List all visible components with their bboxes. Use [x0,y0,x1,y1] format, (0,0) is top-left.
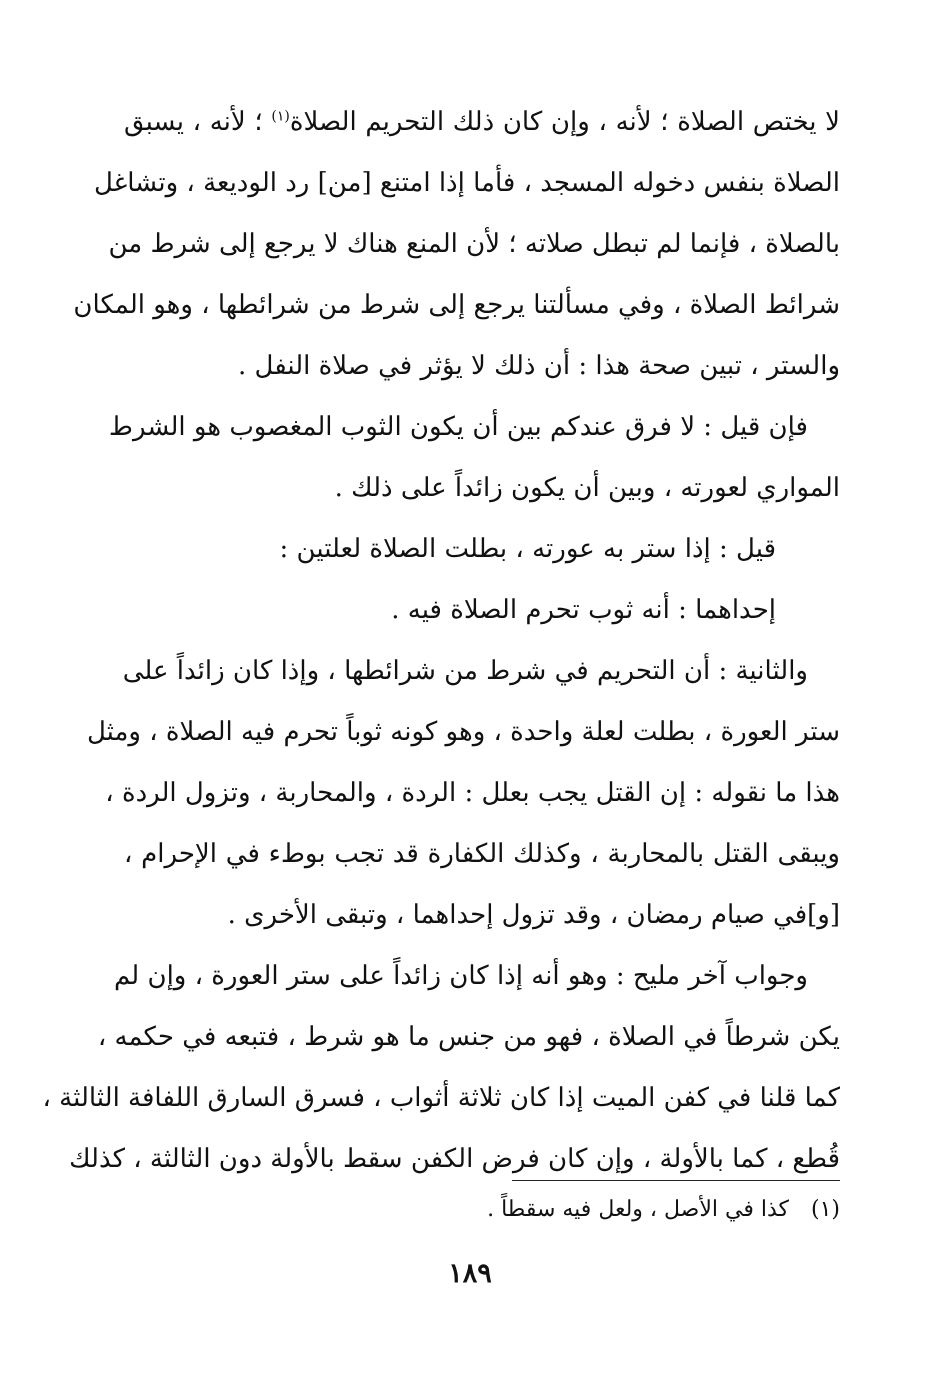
text-line-10: والثانية : أن التحريم في شرط من شرائطها ، وإذا كان زائداً على [122,656,808,686]
footnote [140,1192,840,1228]
page-number: ١٨٩ [448,1258,492,1289]
text-line-16: يكن شرطاً في الصلاة ، فهو من جنس ما هو شرط ، فتبعه في حكمه ، [97,1022,840,1052]
text-line-13: ويبقى القتل بالمحاربة ، وكذلك الكفارة قد تجب بوطء في الإحرام ، [124,839,840,869]
text-line-11: ستر العورة ، بطلت لعلة واحدة ، وهو كونه ثوباً تحرم فيه الصلاة ، ومثل [86,717,840,747]
footnote-number: (١) [810,1197,840,1222]
text-line-3: بالصلاة ، فإنما لم تبطل صلاته ؛ لأن المنع هناك لا يرجع إلى شرط من [108,229,840,259]
text-line-14: [و]في صيام رمضان ، وقد تزول إحداهما ، وتبقى الأخرى . [227,900,840,930]
text-line-1: لا يختص الصلاة ؛ لأنه ، وإن كان ذلك التحريم الصلاة$^{(١)}$ ؛ لأنه ، يسبق [124,107,840,137]
text-line-8: قيل : إذا ستر به عورته ، بطلت الصلاة لعلتين : [279,534,776,564]
text-line-17: كما قلنا في كفن الميت إذا كان ثلاثة أثواب ، فسرق السارق اللفافة الثالثة ، [42,1083,840,1113]
text-line-7: المواري لعورته ، وبين أن يكون زائداً على ذلك . [334,473,840,503]
text-line-5: والستر ، تبين صحة هذا : أن ذلك لا يؤثر في صلاة النفل . [238,351,840,381]
text-line-4: شرائط الصلاة ، وفي مسألتنا يرجع إلى شرط من شرائطها ، وهو المكان [73,290,840,320]
text-line-6: فإن قيل : لا فرق عندكم بين أن يكون الثوب المغصوب هو الشرط [108,412,808,442]
footnote-divider [512,1180,840,1181]
footnote-marker[interactable]: (١) [271,108,290,125]
footnote-text: كذا في الأصل ، ولعل فيه سقطاً . [487,1197,789,1222]
text-line-15: وجواب آخر مليح : وهو أنه إذا كان زائداً على ستر العورة ، وإن لم [114,961,808,991]
text-line-18: قُطع ، كما بالأولة ، وإن كان فرض الكفن سقط بالأولة دون الثالثة ، كذلك [69,1144,840,1174]
main-text [42,92,840,1190]
text-line-2: الصلاة بنفس دخوله المسجد ، فأما إذا امتنع [من] رد الوديعة ، وتشاغل [93,168,840,198]
text-line-9: إحداهما : أنه ثوب تحرم الصلاة فيه . [391,595,776,625]
text-line-12: هذا ما نقوله : إن القتل يجب بعلل : الردة ، والمحاربة ، وتزول الردة ، [105,778,840,808]
